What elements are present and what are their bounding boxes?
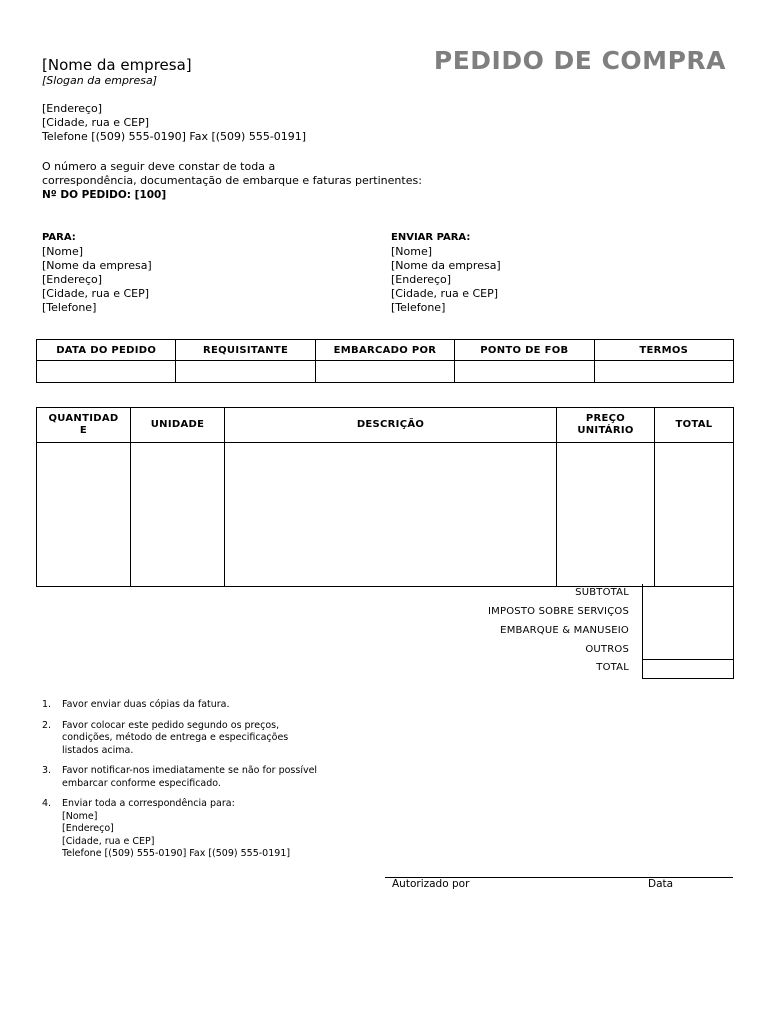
subtotal-label: SUBTOTAL <box>575 587 629 598</box>
notes-list <box>42 699 317 869</box>
shipping-header-row <box>37 340 734 361</box>
ship-to-company: [Nome da empresa] <box>391 259 501 272</box>
totals-value-box[interactable] <box>642 584 734 679</box>
note-line: condições, método de entrega e especificações <box>62 732 289 743</box>
order-notice <box>42 160 422 202</box>
note-line: [Nome] <box>62 810 98 822</box>
header-total: TOTAL <box>655 408 734 443</box>
note-item <box>42 699 317 712</box>
order-date-cell[interactable] <box>37 361 176 383</box>
shipped-by-cell[interactable] <box>315 361 454 383</box>
note-number: 1. <box>42 699 52 710</box>
note-number: 4. <box>42 798 52 809</box>
company-name: [Nome da empresa] <box>42 56 192 74</box>
sender-address-block <box>42 102 306 144</box>
order-number: Nº DO PEDIDO: [100] <box>42 189 167 201</box>
unit-price-cell[interactable] <box>557 443 655 587</box>
note-item <box>42 798 317 861</box>
notice-line-2: correspondência, documentação de embarque e faturas pertinentes: <box>42 174 422 187</box>
unit-cell[interactable] <box>131 443 225 587</box>
items-header-row <box>37 408 734 443</box>
sender-address: [Endereço] <box>42 102 103 115</box>
to-address: [Endereço] <box>42 273 103 286</box>
other-label: OUTROS <box>585 644 629 655</box>
note-line: Enviar toda a correspondência para: <box>62 798 235 809</box>
note-item <box>42 720 317 758</box>
header-description: DESCRIÇÃO <box>225 408 557 443</box>
ship-to-address-block <box>391 231 501 315</box>
total-label: TOTAL <box>596 662 629 673</box>
note-number: 2. <box>42 719 52 731</box>
to-heading: PARA: <box>42 232 76 243</box>
shipping-handling-label: EMBARQUE & MANUSEIO <box>500 625 629 636</box>
header-unit-price <box>557 408 655 443</box>
to-address-block <box>42 231 152 315</box>
authorized-by-label: Autorizado por <box>392 878 470 890</box>
ship-to-heading: ENVIAR PARA: <box>391 232 471 243</box>
fob-point-cell[interactable] <box>455 361 594 383</box>
note-line: Telefone [(509) 555-0190] Fax [(509) 555-0191] <box>62 848 291 859</box>
to-company: [Nome da empresa] <box>42 259 152 272</box>
ship-to-phone: [Telefone] <box>391 301 446 314</box>
ship-to-name: [Nome] <box>391 245 433 258</box>
date-label: Data <box>648 878 674 890</box>
header-price-line-1: PREÇO <box>585 413 626 424</box>
note-line: listados acima. <box>62 744 134 756</box>
header-quantity-line-1: QUANTIDAD <box>48 413 119 424</box>
to-phone: [Telefone] <box>42 301 97 314</box>
total-cell[interactable] <box>655 443 734 587</box>
header-unit: UNIDADE <box>131 408 225 443</box>
note-line: Favor colocar este pedido segundo os preços, <box>62 719 280 731</box>
to-name: [Nome] <box>42 245 84 258</box>
header-order-date: DATA DO PEDIDO <box>37 340 176 361</box>
company-slogan: [Slogan da empresa] <box>42 74 157 87</box>
header-terms: TERMOS <box>594 340 733 361</box>
requester-cell[interactable] <box>176 361 315 383</box>
notice-line-1: O número a seguir deve constar de toda a <box>42 160 276 173</box>
header-quantity <box>37 408 131 443</box>
sender-phone-fax: Telefone [(509) 555-0190] Fax [(509) 555-0191] <box>42 130 307 143</box>
sender-city: [Cidade, rua e CEP] <box>42 116 150 129</box>
header-requester: REQUISITANTE <box>176 340 315 361</box>
note-line: Favor notificar-nos imediatamente se não for possível <box>62 765 318 776</box>
tax-label: IMPOSTO SOBRE SERVIÇOS <box>488 606 629 617</box>
note-number: 3. <box>42 765 52 776</box>
ship-to-city: [Cidade, rua e CEP] <box>391 287 499 300</box>
header-quantity-line-2: E <box>79 425 88 436</box>
items-body-row <box>37 443 734 587</box>
note-line: [Cidade, rua e CEP] <box>62 835 155 847</box>
header-fob-point: PONTO DE FOB <box>455 340 594 361</box>
note-line: embarcar conforme especificado. <box>62 777 221 789</box>
quantity-cell[interactable] <box>37 443 131 587</box>
note-line: [Endereço] <box>62 823 114 834</box>
items-table <box>36 407 734 587</box>
shipping-info-table <box>36 339 734 383</box>
terms-cell[interactable] <box>594 361 733 383</box>
description-cell[interactable] <box>225 443 557 587</box>
totals-divider <box>642 659 734 660</box>
ship-to-address: [Endereço] <box>391 273 452 286</box>
note-line: Favor enviar duas cópias da fatura. <box>62 699 230 710</box>
document-title: PEDIDO DE COMPRA <box>433 46 726 75</box>
shipping-value-row <box>37 361 734 383</box>
header-shipped-by: EMBARCADO POR <box>315 340 454 361</box>
header-price-line-2: UNITÁRIO <box>577 425 634 436</box>
to-city: [Cidade, rua e CEP] <box>42 287 150 300</box>
note-item <box>42 765 317 790</box>
